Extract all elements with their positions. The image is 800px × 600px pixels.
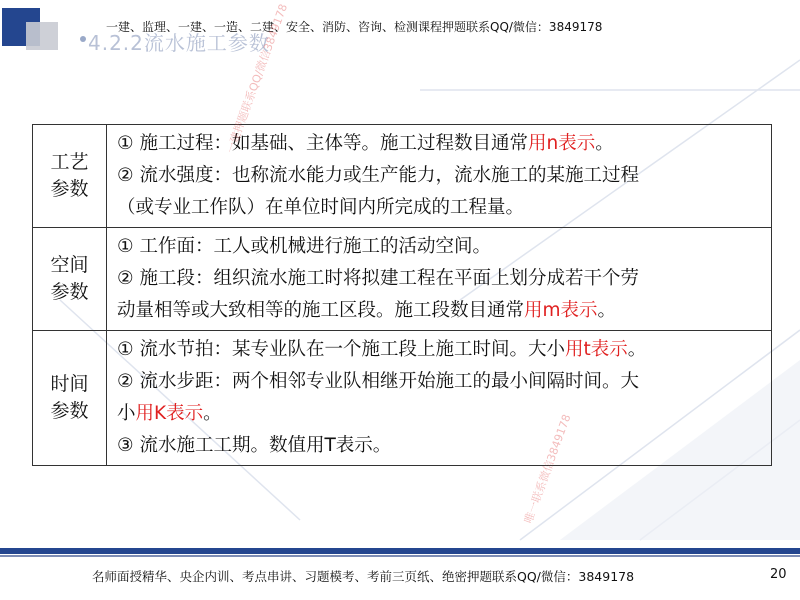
line-tail: 。 bbox=[627, 339, 647, 360]
page-number: 20 bbox=[770, 567, 787, 582]
description-cell bbox=[107, 228, 772, 331]
line-text: ① 施工过程：如基础、主体等。施工过程数目通常 bbox=[117, 133, 528, 154]
watermark-2: 唯一联系微信3849178 bbox=[521, 412, 574, 526]
description-line bbox=[117, 366, 765, 398]
description-cell bbox=[107, 125, 772, 228]
description-line bbox=[117, 192, 765, 224]
line-text: ① 工作面：工人或机械进行施工的活动空间。 bbox=[117, 236, 491, 257]
category-cell bbox=[33, 228, 107, 331]
description-cell bbox=[107, 331, 772, 466]
line-tail: 。 bbox=[595, 133, 614, 154]
slide-title: 4.2.2流水施工参数 bbox=[88, 31, 270, 55]
category-label: 参数 bbox=[50, 281, 89, 303]
description-line bbox=[117, 334, 765, 366]
symbol-highlight: 用m表示 bbox=[524, 300, 598, 321]
category-cell bbox=[33, 331, 107, 466]
footer-contact: 名师面授精华、央企内训、考点串讲、习题模考、考前三页纸、绝密押题联系QQ/微信：3849178 bbox=[92, 569, 635, 584]
category-label: 时间 bbox=[50, 373, 89, 395]
table-row bbox=[33, 228, 772, 331]
description-line bbox=[117, 295, 765, 327]
line-text: 小 bbox=[117, 403, 136, 424]
symbol-highlight: 用K表示 bbox=[135, 403, 204, 424]
category-label: 工艺 bbox=[50, 151, 89, 173]
footer-band bbox=[0, 548, 800, 554]
category-cell bbox=[33, 125, 107, 228]
description-line bbox=[117, 128, 765, 160]
description-line bbox=[117, 430, 765, 462]
line-text: ② 流水强度：也称流水能力或生产能力，流水施工的某施工过程 bbox=[117, 165, 639, 186]
category-label: 空间 bbox=[50, 254, 89, 276]
description-line bbox=[117, 263, 765, 295]
line-text: ② 流水步距：两个相邻专业队相继开始施工的最小间隔时间。大 bbox=[117, 371, 639, 392]
footer-band-thin bbox=[0, 555, 800, 557]
decor-square-light bbox=[26, 22, 58, 50]
line-text: 动量相等或大致相等的施工区段。施工段数目通常 bbox=[117, 300, 525, 321]
description-line bbox=[117, 398, 765, 430]
line-text: ③ 流水施工工期。数值用T表示。 bbox=[117, 435, 392, 456]
parameters-table bbox=[32, 124, 772, 466]
line-text: （或专业工作队）在单位时间内所完成的工程量。 bbox=[117, 197, 525, 218]
category-label: 参数 bbox=[50, 400, 89, 422]
symbol-highlight: 用n表示 bbox=[527, 133, 596, 154]
table-row bbox=[33, 125, 772, 228]
line-text: ② 施工段：组织流水施工时将拟建工程在平面上划分成若干个劳 bbox=[117, 268, 639, 289]
category-label: 参数 bbox=[50, 178, 89, 200]
title-bullet-icon bbox=[80, 36, 86, 42]
description-line bbox=[117, 160, 765, 192]
line-tail: 。 bbox=[597, 300, 617, 321]
symbol-highlight: 用t表示 bbox=[564, 339, 628, 360]
line-tail: 。 bbox=[203, 403, 222, 424]
top-contact-note: 一建、监理、一建、一造、二建、安全、消防、咨询、检测课程押题联系QQ/微信：3849178 bbox=[106, 20, 603, 34]
table-row bbox=[33, 331, 772, 466]
watermark-1: 一建押题联系QQ/微信3849178 bbox=[223, 2, 291, 156]
line-text: ① 流水节拍：某专业队在一个施工段上施工时间。大小 bbox=[117, 339, 565, 360]
description-line bbox=[117, 231, 765, 263]
